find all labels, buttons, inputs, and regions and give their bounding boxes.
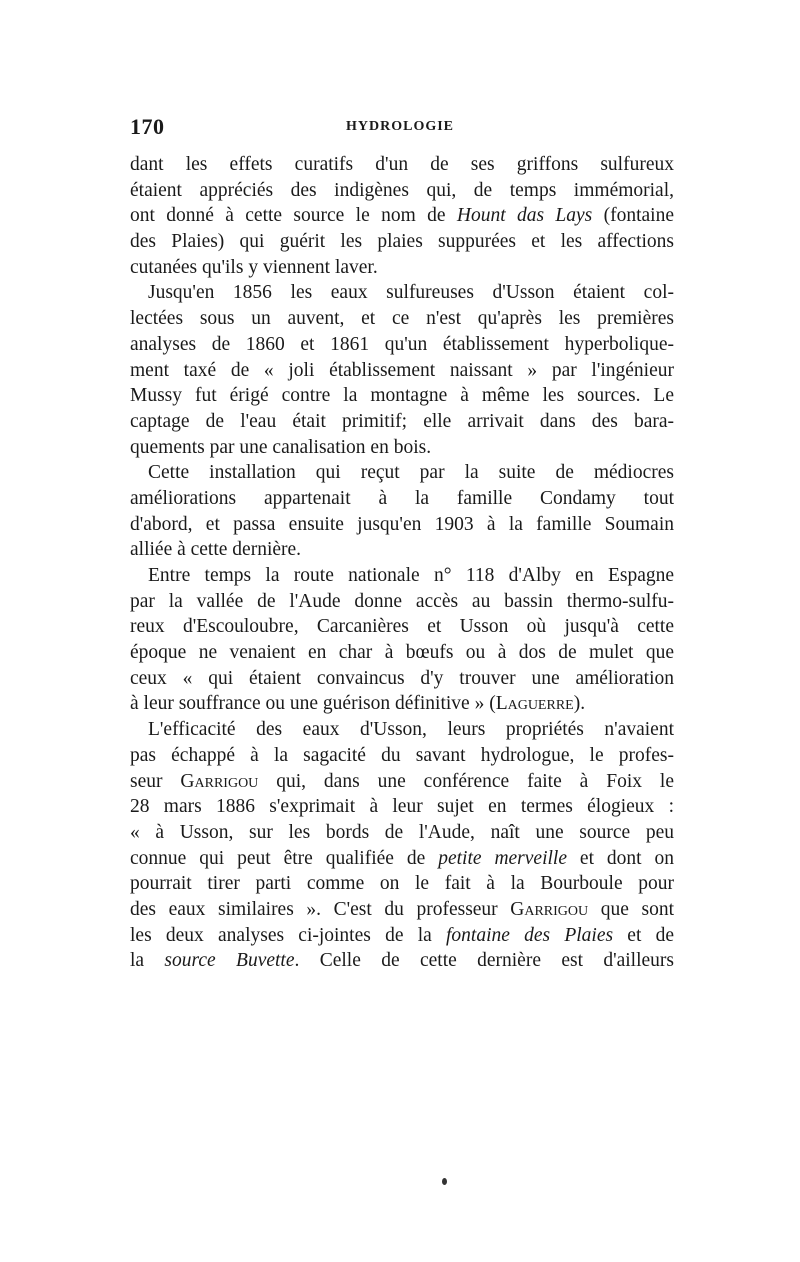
text-line	[130, 948, 674, 974]
text-line	[130, 537, 674, 563]
text-line	[130, 460, 674, 486]
text-line	[130, 255, 674, 281]
text-run: étaient appréciés des indigènes qui, de temps immémorial,	[130, 179, 674, 201]
italic-text: Hount das Lays	[456, 205, 593, 227]
text-run: « à Usson, sur les bords de l'Aude, naît une source peu	[130, 821, 674, 843]
text-line	[130, 897, 674, 923]
text-run: alliée à cette dernière.	[130, 539, 302, 561]
page-header	[130, 114, 670, 140]
text-run: Mussy fut érigé contre la montagne à même les sources. Le	[130, 385, 674, 407]
text-run: seur	[130, 770, 181, 792]
text-line	[130, 332, 674, 358]
text-run: L'efficacité des eaux d'Usson, leurs propriétés n'avaient	[148, 719, 674, 741]
text-line	[130, 512, 674, 538]
text-run: Jusqu'en 1856 les eaux sulfureuses d'Usson étaient col-	[148, 282, 674, 304]
text-line	[130, 589, 674, 615]
text-run: que sont	[588, 898, 674, 920]
text-run: lectées sous un auvent, et ce n'est qu'après les premières	[130, 308, 674, 330]
text-run: époque ne venaient en char à bœufs ou à dos de mulet que	[130, 642, 674, 664]
text-line	[130, 409, 674, 435]
text-line	[130, 871, 674, 897]
text-line	[130, 923, 674, 949]
text-line	[130, 820, 674, 846]
text-run: par la vallée de l'Aude donne accès au bassin thermo-sulfu-	[130, 590, 674, 612]
text-line	[130, 717, 674, 743]
text-line	[130, 358, 674, 384]
text-line	[130, 178, 674, 204]
text-run: 28 mars 1886 s'exprimait à leur sujet en termes élogieux :	[130, 796, 674, 818]
page-number: 170	[130, 114, 165, 139]
text-run: Entre temps la route nationale n° 118 d'Alby en Espagne	[148, 565, 674, 586]
text-line	[130, 794, 674, 820]
text-run: les deux analyses ci-jointes de la	[130, 924, 446, 946]
text-line	[130, 229, 674, 255]
text-line	[130, 280, 674, 306]
text-run: Cette installation qui reçut par la suite de médiocres	[148, 462, 674, 484]
text-run: ont donné à cette source le nom de	[130, 205, 457, 227]
text-run: captage de l'eau était primitif; elle arrivait dans des bara-	[130, 410, 674, 432]
text-line	[130, 769, 674, 795]
text-run: d'abord, et passa ensuite jusqu'en 1903 à la famille Soumain	[130, 513, 674, 535]
text-line	[130, 383, 674, 409]
text-line	[130, 614, 674, 640]
text-run: . Celle de cette dernière est d'ailleurs	[294, 950, 674, 972]
text-line	[130, 666, 674, 692]
text-run: cutanées qu'ils y viennent laver.	[130, 256, 378, 278]
text-run: et dont on	[567, 847, 675, 869]
text-run: ment taxé de « joli établissement naissant » par l'ingénieur	[130, 359, 674, 381]
body-text	[130, 152, 674, 974]
text-line	[130, 486, 674, 512]
text-run: la	[130, 950, 165, 972]
text-line	[130, 203, 674, 229]
text-run: ceux « qui étaient convaincus d'y trouver une amélioration	[130, 667, 674, 689]
text-line	[130, 435, 674, 461]
text-run: (fontaine	[592, 205, 674, 227]
author-name: Garrigou	[510, 898, 589, 920]
text-run: quements par une canalisation en bois.	[130, 436, 432, 458]
text-line	[130, 691, 674, 717]
text-line	[130, 743, 674, 769]
text-line	[130, 306, 674, 332]
text-run: des Plaies) qui guérit les plaies suppurées et les affections	[130, 231, 674, 253]
text-run: ).	[573, 693, 586, 715]
italic-text: source Buvette	[164, 950, 295, 972]
running-head: HYDROLOGIE	[346, 119, 455, 134]
text-run: pas échappé à la sagacité du savant hydrologue, le profes-	[130, 744, 674, 766]
author-name: Garrigou	[180, 770, 259, 792]
text-line	[130, 563, 674, 589]
text-run: dant les effets curatifs d'un de ses griffons sulfureux	[130, 154, 674, 175]
text-run: pourrait tirer parti comme on le fait à la Bourboule pour	[130, 873, 674, 895]
text-run: améliorations appartenait à la famille Condamy tout	[130, 487, 674, 509]
text-run: analyses de 1860 et 1861 qu'un établissement hyperbolique-	[130, 333, 674, 355]
text-run: connue qui peut être qualifiée de	[130, 847, 439, 869]
ink-speck	[442, 1178, 447, 1185]
text-run: reux d'Escouloubre, Carcanières et Usson où jusqu'à cette	[130, 616, 674, 638]
italic-text: petite merveille	[438, 847, 567, 869]
text-run: à leur souffrance ou une guérison définitive » (	[130, 693, 496, 715]
text-run: et de	[613, 924, 674, 946]
text-line	[130, 640, 674, 666]
italic-text: fontaine des Plaies	[445, 924, 614, 946]
text-line	[130, 152, 674, 178]
text-line	[130, 846, 674, 872]
text-run: qui, dans une conférence faite à Foix le	[258, 770, 674, 792]
text-run: des eaux similaires ». C'est du professeur	[130, 898, 511, 920]
author-name: Laguerre	[495, 693, 574, 715]
